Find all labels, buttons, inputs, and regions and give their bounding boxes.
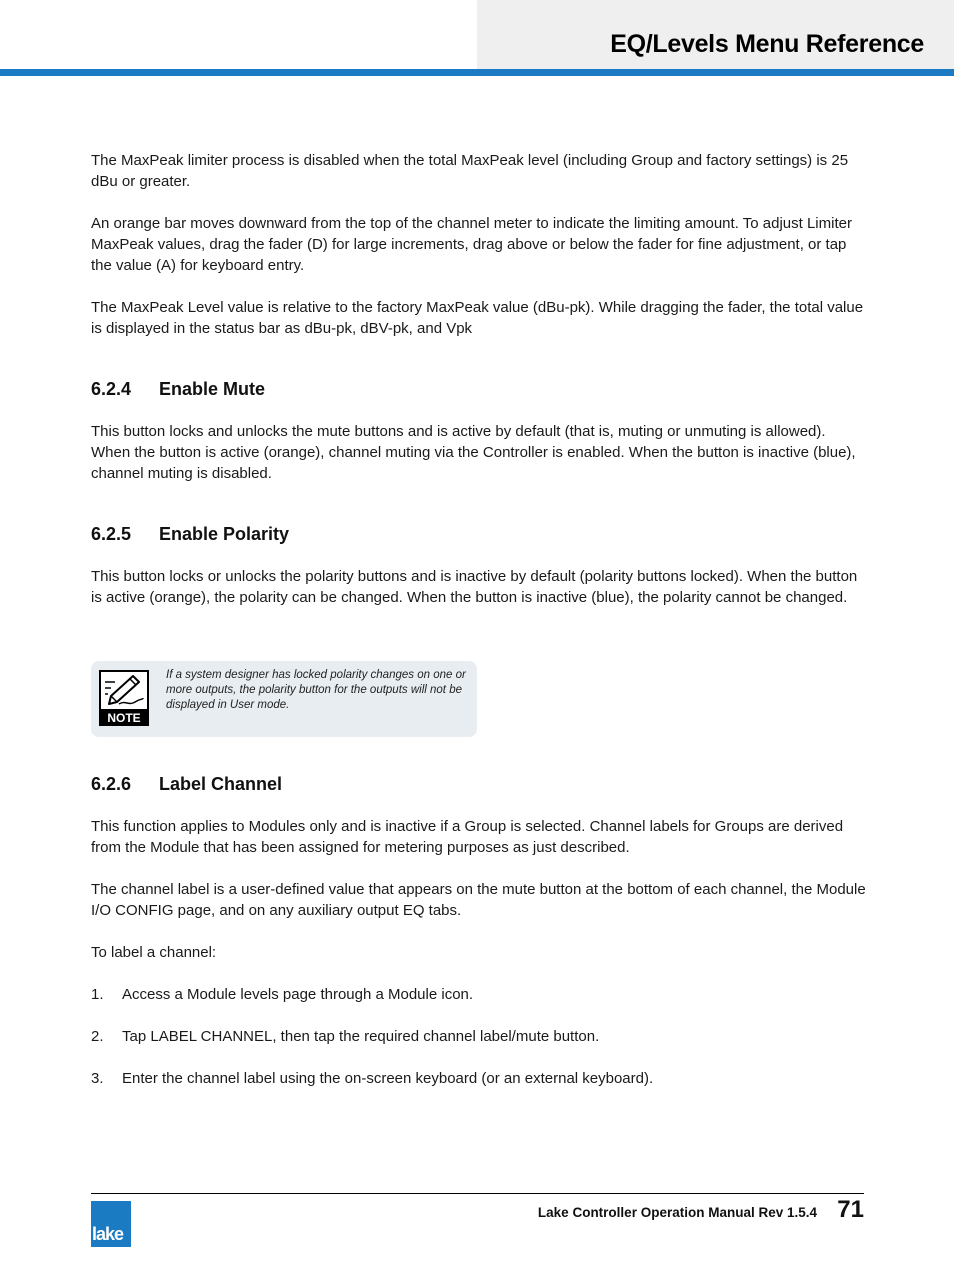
paragraph-enable-polarity: This button locks or unlocks the polarity buttons and is inactive by default (polarity buttons locked). When the button is active (orange), the polarity can be changed. When the button is inactive (blue), the polarity cannot be changed. (91, 568, 858, 606)
page-header-title: EQ/Levels Menu Reference (610, 30, 924, 58)
footer-rule (91, 1193, 864, 1194)
paragraph-enable-mute: This button locks and unlocks the mute buttons and is active by default (that is, muting or unmuting is allowed). When the button is active (orange), channel muting via the Controller is enabled. When the button is inactive (blue), channel muting is disabled. (91, 423, 856, 482)
list-item: 1. Access a Module levels page through a Module icon. (91, 986, 474, 1003)
section-title: Label Channel (159, 774, 283, 794)
paragraph-label-channel-2: The channel label is a user-defined value that appears on the mute button at the bottom of each channel, the Module I/O CONFIG page, and on any auxiliary output EQ tabs. (91, 881, 866, 919)
note-callout (91, 661, 477, 737)
section-number: 6.2.6 (91, 774, 132, 794)
section-heading-enable-polarity (91, 523, 866, 545)
page-number: 71 (837, 1196, 864, 1223)
section-heading-label-channel (91, 773, 866, 795)
paragraph-maxpeak-level: The MaxPeak Level value is relative to the factory MaxPeak value (dBu-pk). While dragging the fader, the total value is displayed in the status bar as dBu-pk, dBV-pk, and Vpk (91, 299, 864, 337)
note-pencil-icon (99, 670, 149, 726)
lake-logo (91, 1201, 131, 1247)
main-content (91, 150, 866, 1089)
footer-manual-title: Lake Controller Operation Manual Rev 1.5.4 (537, 1205, 817, 1220)
note-text: If a system designer has locked polarity changes on one or more outputs, the polarity button for the outputs will not be displayed in User mode. (166, 669, 466, 711)
logo-text: lake (92, 1224, 124, 1244)
paragraph-orange-bar: An orange bar moves downward from the top of the channel meter to indicate the limiting amount. To adjust Limiter MaxPeak values, drag the fader (D) for large increments, drag above or below the fader for fine adjustment, or tap the value (A) for keyboard entry. (91, 215, 852, 274)
list-item: 2. Tap LABEL CHANNEL, then tap the required channel label/mute button. (91, 1028, 600, 1045)
section-title: Enable Polarity (159, 524, 290, 544)
section-number: 6.2.4 (91, 379, 132, 399)
list-item: 3. Enter the channel label using the on-screen keyboard (or an external keyboard). (91, 1070, 654, 1087)
header-rule (0, 69, 954, 76)
section-number: 6.2.5 (91, 524, 132, 544)
section-title: Enable Mute (159, 379, 266, 399)
section-heading-enable-mute (91, 378, 866, 400)
paragraph-label-intro: To label a channel: (91, 944, 217, 961)
paragraph-label-channel-1: This function applies to Modules only and is inactive if a Group is selected. Channel labels for Groups are derived from the Module that has been assigned for metering purposes as just described. (91, 818, 844, 856)
paragraph-maxpeak-disabled: The MaxPeak limiter process is disabled when the total MaxPeak level (including Group and factory settings) is 25 dBu or greater. (91, 152, 849, 190)
note-icon-label: NOTE (107, 711, 141, 725)
